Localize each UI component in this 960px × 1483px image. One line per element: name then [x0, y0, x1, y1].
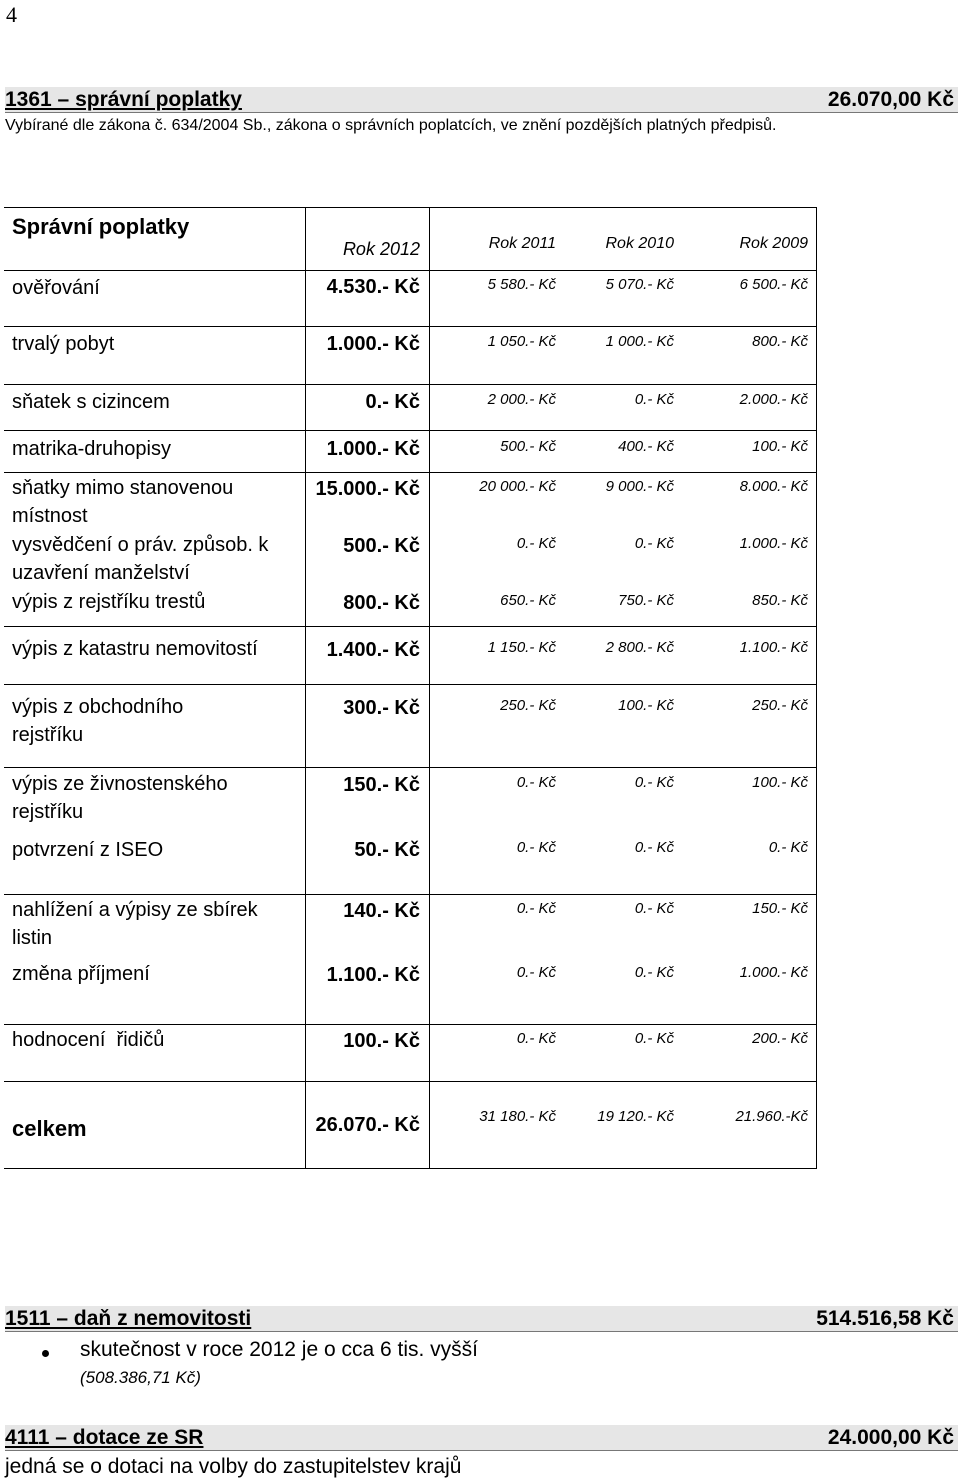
section-header-1361 [5, 87, 958, 112]
row-value-2012: 1.400.- Kč [326, 639, 420, 661]
row-value-2011: 20 000.- Kč [479, 478, 556, 495]
table-title: Správní poplatky [12, 214, 190, 239]
section-title: 1511 – daň z nemovitosti [5, 1307, 252, 1330]
row-label: matrika-druhopisy [12, 438, 171, 460]
row-label: hodnocení řidičů [12, 1029, 165, 1051]
row-value-2010: 400.- Kč [618, 438, 674, 455]
row-value-2010: 0.- Kč [634, 900, 674, 917]
row-value-2009: 1.000.- Kč [739, 964, 808, 981]
row-value-2012: 140.- Kč [343, 900, 420, 922]
row-value-2012: 1.000.- Kč [326, 333, 420, 355]
row-value-2011: 250.- Kč [500, 697, 556, 714]
row-value-2010: 0.- Kč [634, 1030, 674, 1047]
row-value-2012: 1.100.- Kč [326, 964, 420, 986]
header-2009: Rok 2009 [739, 235, 808, 252]
row-value-2011: 5 580.- Kč [487, 276, 556, 293]
row-label: sňatek s cizincem [12, 391, 170, 413]
row-label: sňatky mimo stanovenou místnost [12, 477, 234, 527]
row-value-2011: 500.- Kč [500, 438, 556, 455]
row-value-2010: 2 800.- Kč [605, 639, 674, 656]
row-value-2010: 750.- Kč [618, 592, 674, 609]
page-number: 4 [6, 2, 17, 27]
row-value-2012: 800.- Kč [343, 592, 420, 614]
header-2011: Rok 2011 [488, 235, 556, 252]
row-value-2010: 0.- Kč [634, 535, 674, 552]
row-label: výpis z katastru nemovitostí [12, 638, 258, 660]
row-value-2012: 500.- Kč [343, 535, 420, 557]
total-value-2010: 19 120.- Kč [597, 1108, 674, 1125]
row-label: ověřování [12, 277, 100, 299]
row-value-2012: 15.000.- Kč [315, 478, 420, 500]
section-note: jedná se o dotaci na volby do zastupitelstev krajů [5, 1455, 462, 1478]
row-value-2009: 1.000.- Kč [739, 535, 808, 552]
total-value-2011: 31 180.- Kč [479, 1108, 556, 1125]
row-value-2011: 0.- Kč [516, 774, 556, 791]
total-label: celkem [12, 1116, 87, 1141]
section-header-1511 [5, 1306, 958, 1331]
row-value-2009: 6 500.- Kč [739, 276, 808, 293]
total-value-2009: 21.960.-Kč [735, 1108, 808, 1125]
row-value-2010: 0.- Kč [634, 964, 674, 981]
row-value-2009: 800.- Kč [752, 333, 808, 350]
row-value-2009: 200.- Kč [752, 1030, 808, 1047]
total-value-2012: 26.070.- Kč [315, 1114, 420, 1136]
row-value-2012: 0.- Kč [365, 391, 420, 413]
section-note: Vybírané dle zákona č. 634/2004 Sb., zákona o správních poplatcích, ve znění pozdějších platných předpisů. [5, 117, 777, 134]
row-label: potvrzení z ISEO [12, 839, 164, 861]
bullet-subtext: (508.386,71 Kč) [80, 1368, 201, 1387]
section-amount: 514.516,58 Kč [816, 1307, 954, 1330]
row-label: vysvědčení o práv. způsob. k uzavření manželství [12, 534, 269, 584]
row-value-2009: 250.- Kč [752, 697, 808, 714]
row-value-2009: 850.- Kč [752, 592, 808, 609]
section-amount: 24.000,00 Kč [827, 1426, 954, 1449]
row-value-2009: 100.- Kč [752, 438, 808, 455]
row-label: výpis ze živnostenského rejstříku [12, 773, 228, 823]
row-label: nahlížení a výpisy ze sbírek listin [12, 899, 258, 949]
section-header-4111 [5, 1425, 958, 1450]
bullet-icon [42, 1350, 49, 1357]
row-value-2009: 0.- Kč [768, 839, 808, 856]
fees-table [4, 207, 817, 1169]
header-2010: Rok 2010 [605, 235, 674, 252]
row-value-2011: 0.- Kč [516, 964, 556, 981]
row-value-2011: 2 000.- Kč [487, 391, 556, 408]
row-value-2010: 1 000.- Kč [605, 333, 674, 350]
row-value-2012: 300.- Kč [343, 697, 420, 719]
row-value-2010: 0.- Kč [634, 391, 674, 408]
row-label: výpis z obchodního rejstříku [12, 696, 184, 746]
row-value-2011: 0.- Kč [516, 535, 556, 552]
row-value-2009: 2.000.- Kč [739, 391, 808, 408]
row-value-2010: 0.- Kč [634, 839, 674, 856]
row-value-2011: 0.- Kč [516, 1030, 556, 1047]
section-amount: 26.070,00 Kč [827, 88, 954, 111]
row-value-2009: 150.- Kč [752, 900, 808, 917]
row-value-2010: 9 000.- Kč [605, 478, 674, 495]
row-value-2009: 100.- Kč [752, 774, 808, 791]
row-value-2011: 650.- Kč [500, 592, 556, 609]
row-value-2012: 50.- Kč [354, 839, 420, 861]
row-value-2011: 1 150.- Kč [487, 639, 556, 656]
row-label: změna příjmení [12, 963, 150, 985]
row-value-2011: 0.- Kč [516, 839, 556, 856]
header-2012: Rok 2012 [342, 239, 420, 259]
row-value-2010: 100.- Kč [618, 697, 674, 714]
bullet-text: skutečnost v roce 2012 je o cca 6 tis. vyšší [80, 1338, 479, 1361]
row-label: trvalý pobyt [12, 333, 115, 355]
row-value-2012: 1.000.- Kč [326, 438, 420, 460]
row-value-2011: 0.- Kč [516, 900, 556, 917]
row-label: výpis z rejstříku trestů [12, 591, 206, 613]
section-title: 1361 – správní poplatky [5, 88, 242, 111]
row-value-2010: 0.- Kč [634, 774, 674, 791]
row-value-2012: 150.- Kč [343, 774, 420, 796]
row-value-2012: 100.- Kč [343, 1030, 420, 1052]
row-value-2009: 8.000.- Kč [739, 478, 808, 495]
section-title: 4111 – dotace ze SR [5, 1426, 204, 1449]
row-value-2011: 1 050.- Kč [487, 333, 556, 350]
row-value-2010: 5 070.- Kč [605, 276, 674, 293]
row-value-2012: 4.530.- Kč [326, 276, 420, 298]
row-value-2009: 1.100.- Kč [739, 639, 808, 656]
